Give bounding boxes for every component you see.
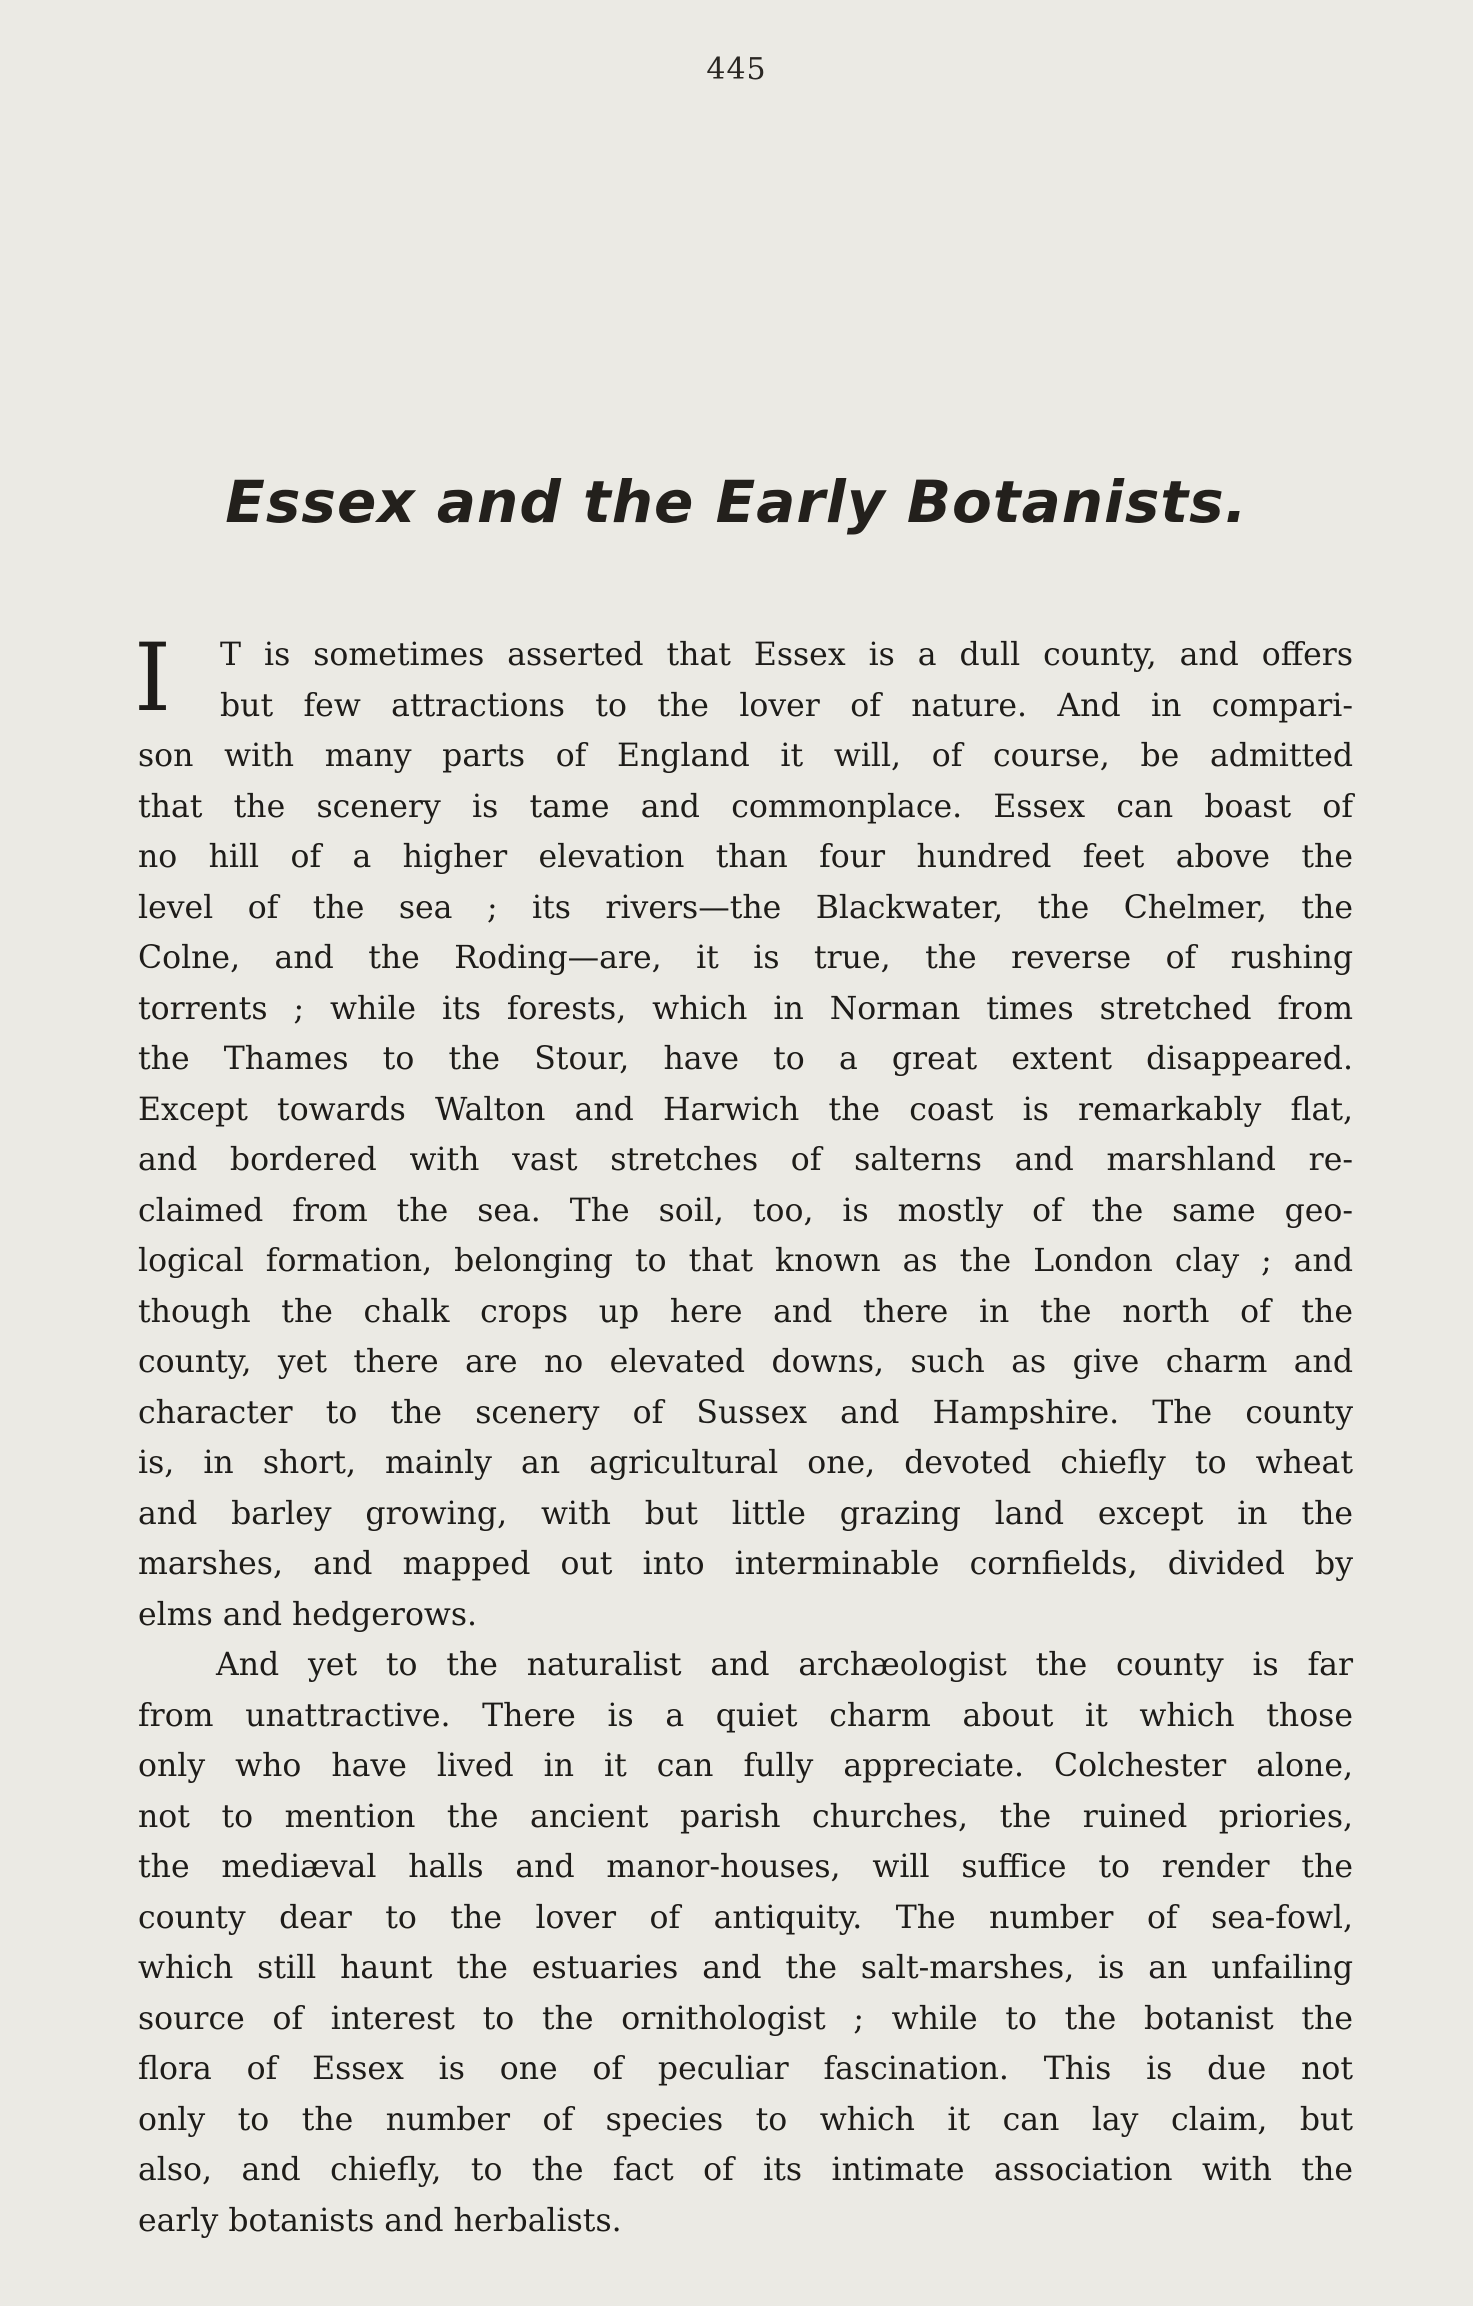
text-line: and bordered with vast stretches of salterns and marshland re- <box>138 1142 1353 1178</box>
text-line: and barley growing, with but little grazing land except in the <box>138 1495 1353 1532</box>
text-line: And yet to the naturalist and archæologist the county is far <box>216 1647 1353 1683</box>
text-line: is, in short, mainly an agricultural one, devoted chiefly to wheat <box>138 1445 1353 1481</box>
text-line: from unattractive. There is a quiet charm about it which those <box>138 1697 1353 1734</box>
text-line: level of the sea ; its rivers—the Blackwater, the Chelmer, the <box>138 889 1353 926</box>
text-line: which still haunt the estuaries and the salt-marshes, is an unfailing <box>138 1950 1353 1986</box>
text-line: also, and chiefly, to the fact of its intimate association with the <box>138 2152 1353 2188</box>
text-line: but few attractions to the lover of nature. And in compari- <box>220 687 1353 724</box>
text-line: elms and hedgerows. <box>138 1596 478 1633</box>
text-line: T is sometimes asserted that Essex is a dull county, and offers <box>220 637 1353 673</box>
text-line: that the scenery is tame and commonplace. Essex can boast of <box>138 788 1353 825</box>
text-line: not to mention the ancient parish churches, the ruined priories, <box>138 1798 1353 1835</box>
text-line: torrents ; while its forests, which in Norman times stretched from <box>138 990 1353 1027</box>
paragraph-2 <box>138 1640 1353 2246</box>
text-line: county, yet there are no elevated downs, such as give charm and <box>138 1344 1353 1380</box>
text-line: only to the number of species to which it can lay claim, but <box>138 2101 1353 2138</box>
text-line: marshes, and mapped out into interminable cornfields, divided by <box>138 1546 1353 1582</box>
text-line: no hill of a higher elevation than four hundred feet above the <box>138 839 1353 875</box>
text-line: son with many parts of England it will, of course, be admitted <box>138 738 1353 774</box>
text-line: though the chalk crops up here and there in the north of the <box>138 1293 1353 1330</box>
text-line: Except towards Walton and Harwich the coast is remarkably flat, <box>138 1091 1353 1128</box>
paragraph-1 <box>134 624 1353 1640</box>
drop-cap: I <box>134 624 172 733</box>
article-title: Essex and the Early Botanists. <box>225 468 1248 536</box>
page-number: 445 <box>706 52 767 87</box>
text-line: source of interest to the ornithologist ; while to the botanist the <box>138 2000 1353 2037</box>
text-line: flora of Essex is one of peculiar fascination. This is due not <box>138 2051 1353 2087</box>
article-body <box>134 624 1353 2246</box>
text-line: county dear to the lover of antiquity. The number of sea-fowl, <box>138 1899 1353 1936</box>
text-line: early botanists and herbalists. <box>138 2202 622 2239</box>
text-line: only who have lived in it can fully appreciate. Colchester alone, <box>138 1748 1353 1784</box>
text-line: Colne, and the Roding—are, it is true, the reverse of rushing <box>138 940 1353 976</box>
text-line: character to the scenery of Sussex and Hampshire. The county <box>138 1394 1353 1431</box>
text-line: the mediæval halls and manor-houses, will suffice to render the <box>138 1849 1353 1885</box>
text-line: claimed from the sea. The soil, too, is mostly of the same geo- <box>138 1192 1353 1229</box>
text-line: logical formation, belonging to that known as the London clay ; and <box>138 1243 1353 1279</box>
text-line: the Thames to the Stour, have to a great extent disappeared. <box>138 1041 1353 1077</box>
